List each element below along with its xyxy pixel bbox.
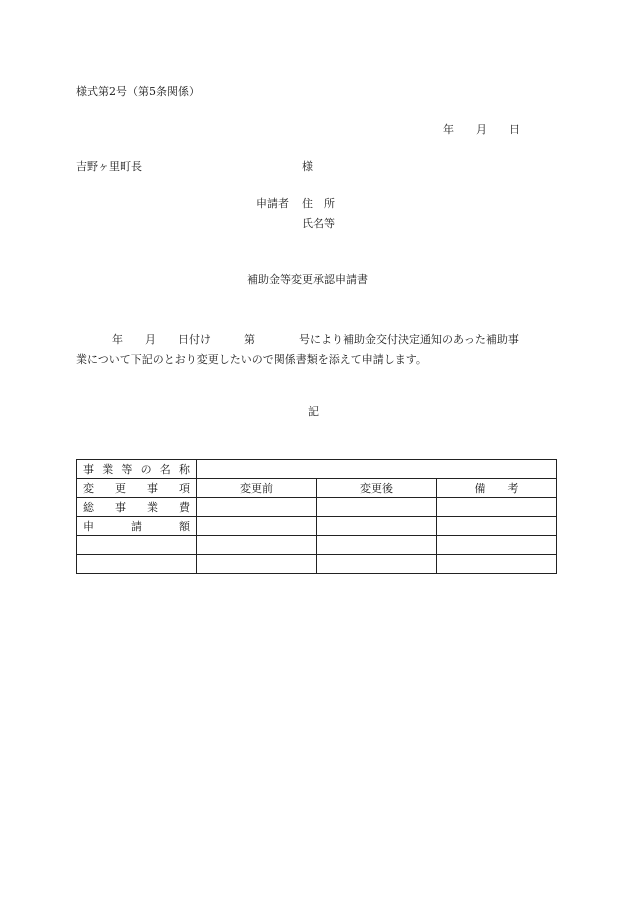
table-row-header: [77, 479, 557, 498]
label-char: 事: [147, 482, 158, 495]
project-name-value-cell[interactable]: [197, 460, 557, 479]
project-name-label: [77, 461, 196, 477]
date-line: 年 月 日: [443, 123, 520, 136]
table-row-amount: [77, 517, 557, 536]
total-cost-label-cell: [77, 498, 197, 517]
request-amount-remarks-cell[interactable]: [437, 517, 557, 536]
table-row-blank: [77, 555, 557, 574]
request-amount-after-cell[interactable]: [317, 517, 437, 536]
blank-cell[interactable]: [77, 555, 197, 574]
total-cost-label: [77, 499, 196, 515]
label-char: 項: [179, 482, 190, 495]
total-cost-remarks-cell[interactable]: [437, 498, 557, 517]
change-item-label: [77, 480, 196, 496]
blank-cell[interactable]: [197, 555, 317, 574]
change-items-table: [76, 459, 557, 574]
body-line-1: 年 月 日付け 第 号により補助金交付決定通知のあった補助事: [112, 333, 519, 346]
addressee-honorific: 様: [302, 160, 313, 173]
label-char: 事: [83, 463, 94, 476]
blank-cell[interactable]: [437, 555, 557, 574]
blank-cell[interactable]: [437, 536, 557, 555]
address-label: 住 所: [302, 197, 335, 210]
form-number: 様式第2号（第5条関係）: [76, 85, 200, 98]
label-char: 総: [83, 501, 94, 514]
table-row-project: [77, 460, 557, 479]
change-item-label-cell: [77, 479, 197, 498]
addressee-name: 吉野ヶ里町長: [76, 160, 142, 173]
project-name-label-cell: [77, 460, 197, 479]
blank-cell[interactable]: [317, 555, 437, 574]
applicant-label: 申請者: [256, 197, 289, 210]
col-before-header: 変更前: [197, 479, 317, 498]
table-row-total: [77, 498, 557, 517]
label-char: 業: [147, 501, 158, 514]
label-char: 更: [115, 482, 126, 495]
label-char: 請: [131, 520, 142, 533]
blank-cell[interactable]: [197, 536, 317, 555]
total-cost-after-cell[interactable]: [317, 498, 437, 517]
label-char: の: [140, 463, 152, 476]
total-cost-before-cell[interactable]: [197, 498, 317, 517]
label-char: 額: [179, 520, 190, 533]
body-line-2: 業について下記のとおり変更したいので関係書類を添えて申請します。: [76, 353, 427, 366]
blank-cell[interactable]: [77, 536, 197, 555]
table-row-blank: [77, 536, 557, 555]
label-char: 名: [159, 463, 171, 476]
label-char: 変: [83, 482, 94, 495]
label-char: 等: [121, 463, 133, 476]
document-title: 補助金等変更承認申請書: [247, 273, 368, 286]
label-char: 費: [179, 501, 190, 514]
body-text: [76, 330, 556, 370]
col-after-header: 変更後: [317, 479, 437, 498]
label-char: 事: [115, 501, 126, 514]
label-char: 業: [102, 463, 114, 476]
ki-heading: 記: [308, 405, 319, 418]
col-remarks-header: 備 考: [437, 479, 557, 498]
request-amount-label: [77, 518, 196, 534]
label-char: 申: [83, 520, 94, 533]
request-amount-label-cell: [77, 517, 197, 536]
blank-cell[interactable]: [317, 536, 437, 555]
name-label: 氏名等: [302, 217, 335, 230]
request-amount-before-cell[interactable]: [197, 517, 317, 536]
label-char: 称: [178, 463, 190, 476]
